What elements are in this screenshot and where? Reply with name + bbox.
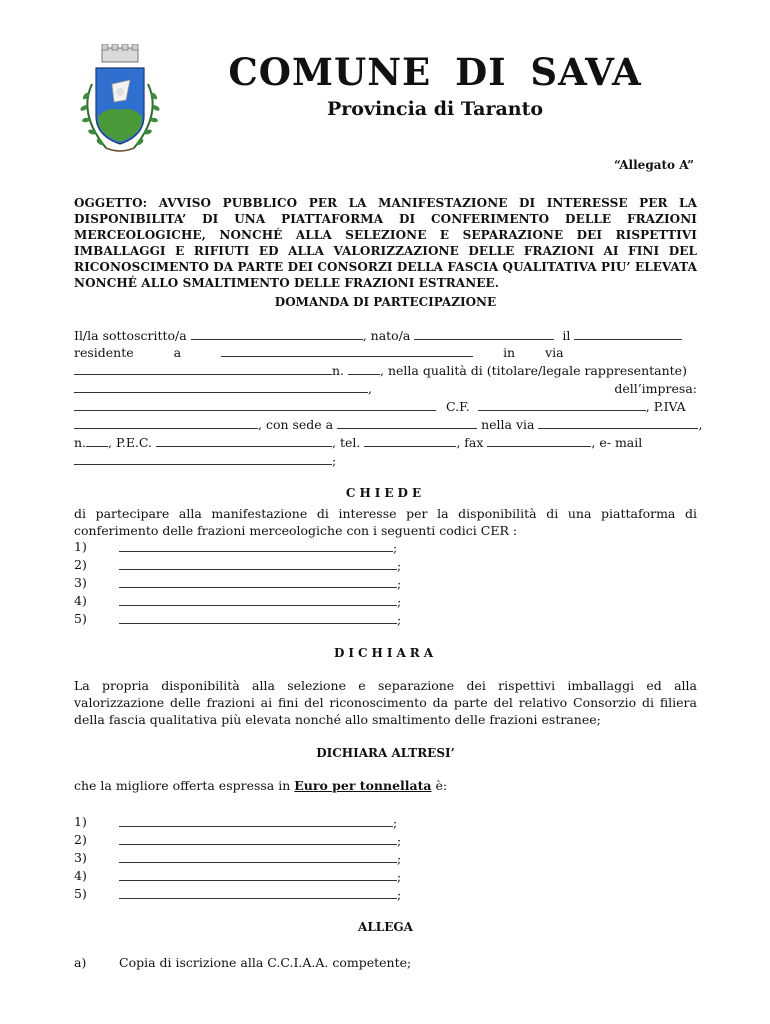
offer-item-2-number: 2) xyxy=(74,832,87,847)
birthplace-field[interactable] xyxy=(414,327,554,340)
label-impresa: dell’impresa: xyxy=(614,381,697,396)
pec-field[interactable] xyxy=(156,434,332,447)
label-cf: C.F. xyxy=(445,399,470,414)
offer-item-5[interactable]: ; xyxy=(119,886,401,902)
page-title: COMUNE DI SAVA xyxy=(228,50,642,94)
cer-item-4[interactable]: ; xyxy=(119,593,401,609)
form-line-1 xyxy=(74,327,697,345)
label-sottoscritto: Il/la sottoscritto/a xyxy=(74,328,187,343)
dichiara-heading: DICHIARA xyxy=(333,646,438,660)
label-qualita: , nella qualità di (titolare/legale rappresentante) xyxy=(380,363,687,378)
chiede-heading: CHIEDE xyxy=(345,486,426,500)
company-street-field[interactable] xyxy=(538,416,698,429)
label-via: via xyxy=(545,345,564,360)
label-il: il xyxy=(562,328,571,343)
cer-item-2-number: 2) xyxy=(74,557,87,572)
subject-paragraph: OGGETTO: AVVISO PUBBLICO PER LA MANIFESTAZIONE DI INTERESSE PER LA DISPONIBILITA’ DI UNA PIATTAFORMA DI CONFERIMENTO DELLE FRAZIONI MERCEOLOGICHE, NONCHÉ ALLA SELEZIONE E SEPARAZIONE DEI RISPETTIVI IMBALLAGGI E RIFIUTI ED ALLA VALORIZZAZIONE DELLE FRAZIONI AI FINI DEL RICONOSCIMENTO DA PARTE DEI CONSORZI DELLA FASCIA QUALITATIVA PIU’ ELEVATA NONCHÉ ALLO SMALTIMENTO DELLE FRAZIONI ESTRANEE. xyxy=(74,196,697,290)
label-a: a xyxy=(173,345,182,360)
label-comma: , xyxy=(368,381,372,396)
cer-item-1-number: 1) xyxy=(74,539,87,554)
cer-item-5-number: 5) xyxy=(74,611,87,626)
offer-item-5-number: 5) xyxy=(74,886,87,901)
cer-item-3-number: 3) xyxy=(74,575,87,590)
chiede-text: di partecipare alla manifestazione di interesse per la disponibilità di una piattaforma di conferimento delle frazioni merceologiche con i seguenti codici CER : xyxy=(74,506,697,538)
company-number-field[interactable] xyxy=(86,434,108,447)
label-in: in xyxy=(503,345,516,360)
street-number-field[interactable] xyxy=(348,362,380,375)
allega-heading: ALLEGA xyxy=(358,920,413,934)
form-line-4 xyxy=(74,380,697,398)
offer-item-2[interactable]: ; xyxy=(119,832,401,848)
birthdate-field[interactable] xyxy=(574,327,682,340)
page-subtitle: Provincia di Taranto xyxy=(326,98,544,120)
cer-item-3[interactable]: ; xyxy=(119,575,401,591)
label-pec: , P.E.C. xyxy=(108,435,153,450)
label-tel: , tel. xyxy=(332,435,361,450)
fax-field[interactable] xyxy=(487,434,591,447)
label-nella-via: nella via xyxy=(481,417,535,432)
offer-text xyxy=(74,777,697,794)
label-n-2: n. xyxy=(74,435,87,450)
label-semicolon: ; xyxy=(332,453,337,468)
name-field[interactable] xyxy=(191,327,363,340)
cer-item-2[interactable]: ; xyxy=(119,557,401,573)
label-n: n. xyxy=(332,363,345,378)
cer-item-5[interactable]: ; xyxy=(119,611,401,627)
label-residente: residente xyxy=(74,345,134,360)
email-field[interactable] xyxy=(74,452,332,465)
label-sede: , con sede a xyxy=(258,417,334,432)
form-line-7 xyxy=(74,434,697,452)
label-nato: , nato/a xyxy=(362,328,411,343)
offer-item-4[interactable]: ; xyxy=(119,868,401,884)
role-field[interactable] xyxy=(74,380,368,393)
company-city-field[interactable] xyxy=(337,416,477,429)
dichiara-text: La propria disponibilità alla selezione e separazione dei rispettivi imballaggi ed alla valorizzazione delle frazioni ai fini del riconoscimento da parte del relativo Consorzio di filiera della fascia qualitativa più elevata nonché allo smaltimento delle frazioni estranee; xyxy=(74,678,697,727)
label-email: , e- mail xyxy=(591,435,643,450)
form-line-5 xyxy=(74,398,697,416)
offer-item-3[interactable]: ; xyxy=(119,850,401,866)
offer-item-1[interactable]: ; xyxy=(119,814,397,830)
residence-city-field[interactable] xyxy=(221,344,473,357)
form-line-2 xyxy=(74,344,697,362)
street-field[interactable] xyxy=(74,362,332,375)
form-line-6 xyxy=(74,416,703,434)
application-heading: DOMANDA DI PARTECIPAZIONE xyxy=(274,295,497,309)
offer-item-4-number: 4) xyxy=(74,868,87,883)
offer-item-1-number: 1) xyxy=(74,814,87,829)
label-piva: , P.IVA xyxy=(645,399,686,414)
cer-item-1[interactable]: ; xyxy=(119,539,397,555)
cer-item-4-number: 4) xyxy=(74,593,87,608)
offer-text-after: è: xyxy=(435,778,448,793)
offer-text-before: che la migliore offerta espressa in xyxy=(74,778,291,793)
allega-item-label: a) xyxy=(74,955,87,970)
label-fax: , fax xyxy=(456,435,484,450)
form-line-8 xyxy=(74,452,697,470)
vat-number-field[interactable] xyxy=(74,416,258,429)
euro-per-tonne: Euro per tonnellata xyxy=(294,778,432,793)
offer-item-3-number: 3) xyxy=(74,850,87,865)
company-name-field[interactable] xyxy=(74,398,436,411)
allega-item-text: Copia di iscrizione alla C.C.I.A.A. competente; xyxy=(119,955,412,970)
dichiara-altresi-heading: DICHIARA ALTRESI’ xyxy=(316,746,455,760)
label-comma-2: , xyxy=(698,417,703,432)
phone-field[interactable] xyxy=(364,434,456,447)
form-line-3 xyxy=(74,362,697,380)
attachment-label: “Allegato A” xyxy=(614,158,694,172)
tax-code-field[interactable] xyxy=(478,398,646,411)
municipal-crest xyxy=(72,44,168,156)
